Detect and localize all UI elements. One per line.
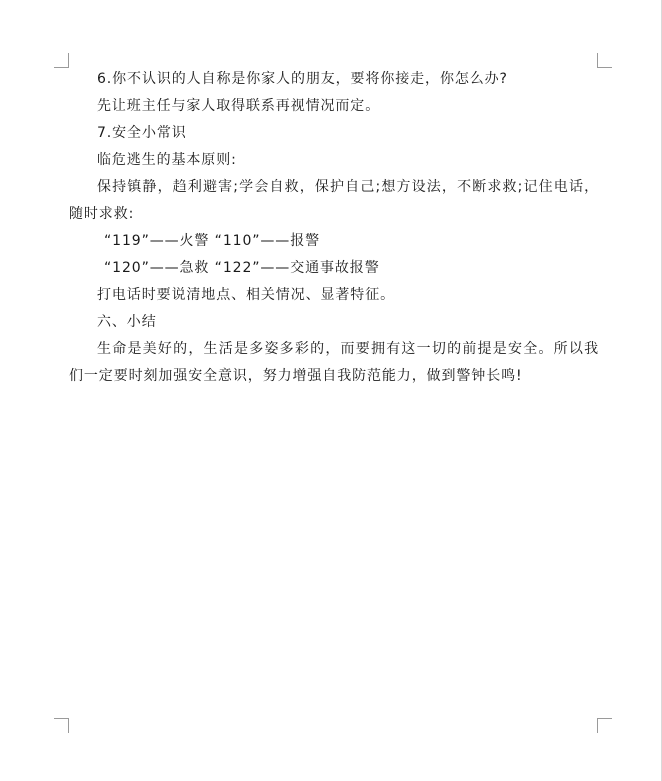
escape-principles-line-2: 随时求救: [69,206,135,222]
margin-corner-mark-bottom-right [597,718,612,733]
margin-corner-mark-bottom-left [54,718,69,733]
summary-paragraph-line-1: 生命是美好的，生活是多姿多彩的，而要拥有这一切的前提是安全。所以我 [97,341,599,357]
answer-6-line: 先让班主任与家人取得联系再视情况而定。 [97,98,381,114]
document-body [69,66,599,390]
margin-corner-mark-top-left [54,53,69,68]
emergency-numbers-line-1: “119”——火警 “110”——报警 [104,233,321,249]
phone-call-tips-line: 打电话时要说清地点、相关情况、显著特征。 [97,287,395,303]
escape-principles-line-1: 保持镇静，趋利避害;学会自救，保护自己;想方设法，不断求救;记住电话， [97,179,599,195]
section-7-heading: 7.安全小常识 [97,125,187,141]
margin-corner-mark-top-right [597,53,612,68]
question-6-line: 6.你不认识的人自称是你家人的朋友，要将你接走，你怎么办? [97,71,508,87]
escape-principles-heading: 临危逃生的基本原则: [97,152,237,168]
summary-paragraph-line-2: 们一定要时刻加强安全意识，努力增强自我防范能力，做到警钟长鸣! [69,368,523,384]
section-6-summary-heading: 六、小结 [97,314,157,330]
emergency-numbers-line-2: “120”——急救 “122”——交通事故报警 [104,260,380,276]
